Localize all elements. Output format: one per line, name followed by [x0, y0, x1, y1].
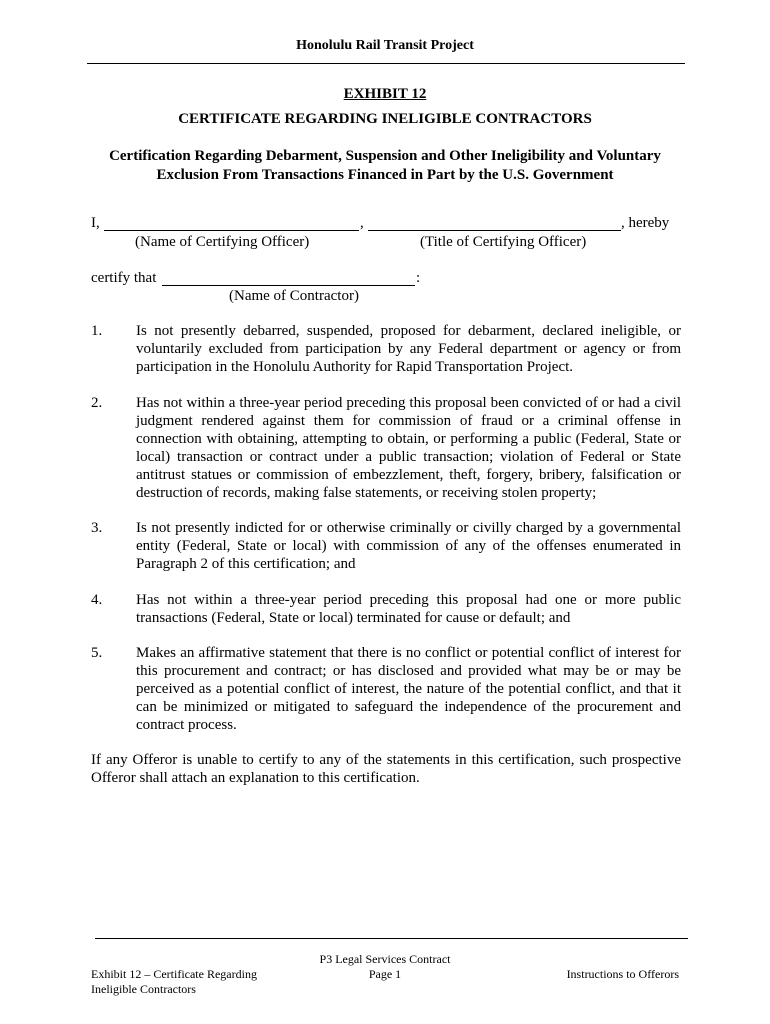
item-text: Is not presently debarred, suspended, proposed for debarment, declared ineligible, or voluntarily excluded from participation by any Federal department or agency or from participation in the Honolulu Authority for Rapid Transportation Project.: [136, 323, 681, 375]
contract-name: P3 Legal Services Contract: [319, 952, 451, 966]
item-number: 4.: [91, 592, 103, 608]
item-number: 1.: [91, 323, 103, 339]
item-text: Has not within a three-year period preceding this proposal been convicted of or had a civil judgment rendered against them for commission of fraud or a criminal offense in connection with obtaining, attempting to obtain, or performing a public (Federal, State or local) transaction or contract under a public transaction; violation of Federal or State antitrust statues or commission of embezzlement, theft, forgery, bribery, falsification or destruction of records, making false statements, or receiving stolen property;: [136, 395, 681, 501]
signature-suffix: , hereby: [621, 215, 670, 231]
item-text: Makes an affirmative statement that there is no conflict or potential conflict of interest for this procurement and contract; or has disclosed and provided what may be or may be perceived as a potential conflict of interest, the nature of the potential conflict, and that it can be minimized or mitigated to safeguard the independence of the procurement and contract process.: [136, 645, 681, 733]
footer-right-text: Instructions to Offerors: [566, 967, 679, 981]
certificate-subtitle: Certification Regarding Debarment, Suspension and Other Ineligibility and Voluntary Exclusion From Transactions Financed in Part by the U.S. Government: [109, 148, 661, 183]
list-item: [91, 591, 681, 627]
project-title: Honolulu Rail Transit Project: [296, 38, 474, 53]
list-item: [91, 519, 681, 573]
officer-title-caption: (Title of Certifying Officer): [420, 234, 587, 250]
list-item: [91, 394, 681, 502]
certify-suffix: :: [416, 270, 421, 286]
item-number: 3.: [91, 520, 103, 536]
signature-prefix: I,: [91, 215, 100, 231]
footer-left: [91, 967, 257, 997]
page-number: Page 1: [368, 967, 402, 981]
item-text: Is not presently indicted for or otherwise criminally or civilly charged by a governmental entity (Federal, State or local) with commission of any of the offenses enumerated in Paragraph 2 of this certification; and: [136, 520, 681, 572]
footer-exhibit-line2: Ineligible Contractors: [91, 982, 196, 996]
officer-title-field[interactable]: [368, 230, 621, 231]
exhibit-label: EXHIBIT 12: [343, 86, 427, 102]
list-item: [91, 644, 681, 734]
item-text: Has not within a three-year period preceding this proposal had one or more public transactions (Federal, State or local) terminated for cause or default; and: [136, 592, 681, 626]
footer-rule: [95, 938, 688, 939]
item-number: 5.: [91, 645, 103, 661]
certificate-title: CERTIFICATE REGARDING INELIGIBLE CONTRACTORS: [178, 111, 592, 127]
contractor-name-field[interactable]: [162, 285, 415, 286]
officer-name-caption: (Name of Certifying Officer): [135, 234, 310, 250]
list-item: [91, 322, 681, 376]
footer-exhibit-line1: Exhibit 12 – Certificate Regarding: [91, 967, 257, 981]
closing-statement: If any Offeror is unable to certify to any of the statements in this certification, such prospective Offeror shall attach an explanation to this certification.: [91, 752, 681, 786]
item-number: 2.: [91, 395, 103, 411]
contractor-name-caption: (Name of Contractor): [229, 288, 359, 304]
header-rule: [87, 63, 685, 64]
certify-prefix: certify that: [91, 270, 157, 286]
officer-name-field[interactable]: [104, 230, 359, 231]
signature-separator: ,: [360, 215, 364, 231]
